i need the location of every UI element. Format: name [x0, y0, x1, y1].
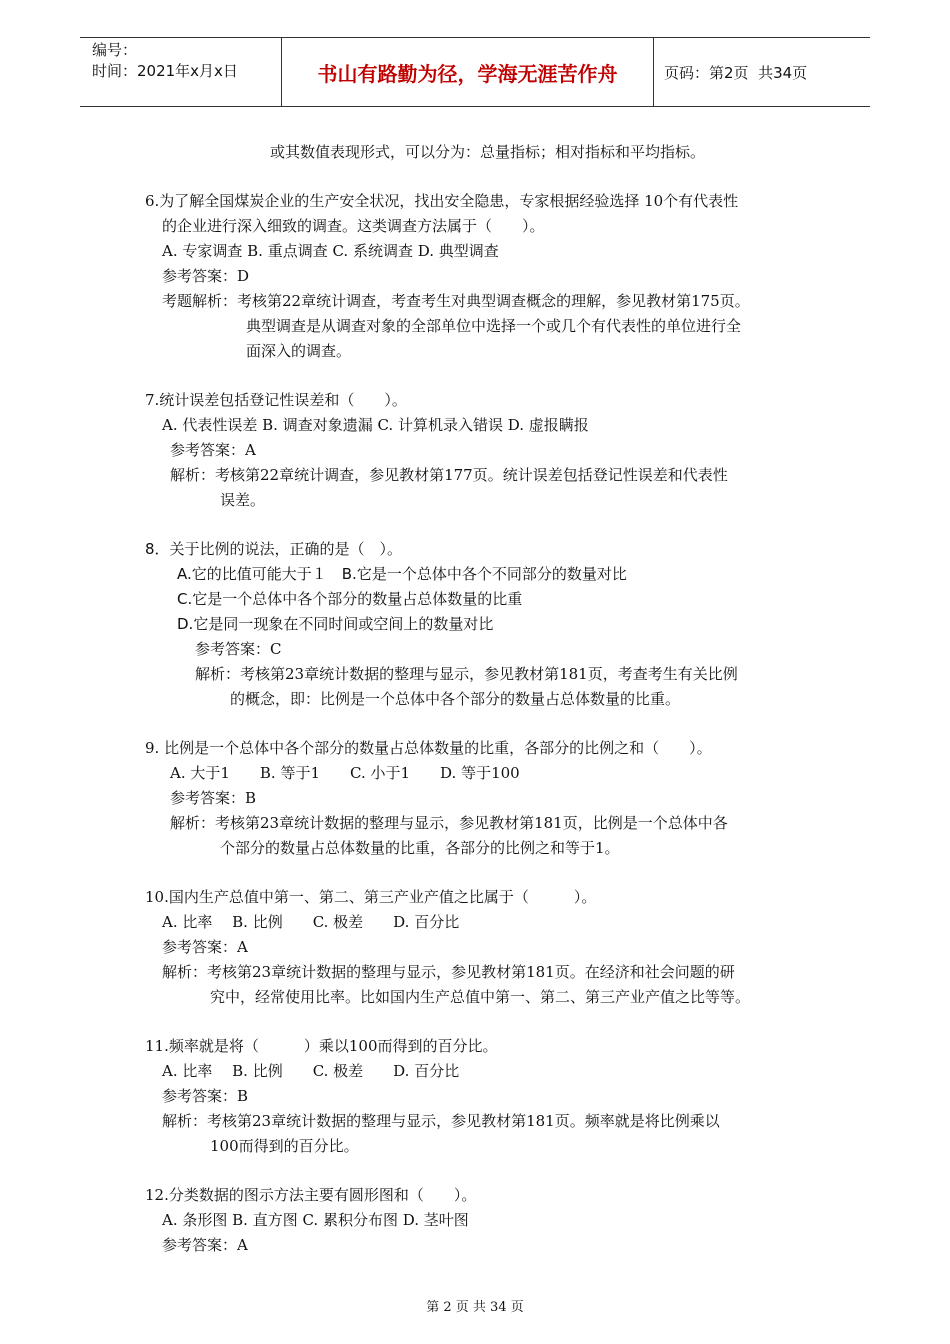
- question-9-answer: 参考答案：B: [170, 789, 257, 807]
- header-meta: [80, 38, 282, 106]
- text-line: 或其数值表现形式，可以分为：总量指标；相对指标和平均指标。: [270, 143, 706, 161]
- question-7-analysis-cont: 误差。: [220, 491, 266, 509]
- question-12-options: A. 条形图 B. 直方图 C. 累积分布图 D. 茎叶图: [162, 1211, 469, 1229]
- question-10-options: A. 比率 B. 比例 C. 极差 D. 百分比: [162, 913, 460, 931]
- question-7-answer: 参考答案：A: [170, 441, 256, 459]
- question-9-stem: 9. 比例是一个总体中各个部分的数量占总体数量的比重，各部分的比例之和（ ）。: [145, 739, 712, 757]
- page-number-label: 页码：第2页 共34页: [664, 63, 808, 82]
- question-9-options: A. 大于1 B. 等于1 C. 小于1 D. 等于100: [170, 764, 520, 782]
- question-11-analysis-cont: 100而得到的百分比。: [210, 1137, 359, 1155]
- question-6-options: A. 专家调查 B. 重点调查 C. 系统调查 D. 典型调查: [162, 242, 499, 260]
- question-8-option-d: D.它是同一现象在不同时间或空间上的数量对比: [177, 615, 494, 633]
- question-7-options: A. 代表性误差 B. 调查对象遗漏 C. 计算机录入错误 D. 虚报瞒报: [162, 416, 589, 434]
- question-11-stem: 11.频率就是将（ ）乘以100而得到的百分比。: [145, 1037, 498, 1055]
- question-9-analysis-cont: 个部分的数量占总体数量的比重，各部分的比例之和等于1。: [220, 839, 620, 857]
- document-number-label: 编号：: [92, 41, 138, 59]
- question-11-options: A. 比率 B. 比例 C. 极差 D. 百分比: [162, 1062, 460, 1080]
- question-11-analysis: 解析：考核第23章统计数据的整理与显示，参见教材第181页。频率就是将比例乘以: [162, 1112, 720, 1130]
- question-7-analysis: 解析：考核第22章统计调查，参见教材第177页。统计误差包括登记性误差和代表性: [170, 466, 728, 484]
- question-8-stem: 8．关于比例的说法，正确的是（ ）。: [145, 540, 403, 558]
- question-6-analysis: 考题解析：考核第22章统计调查，考查考生对典型调查概念的理解，参见教材第175页。: [162, 292, 750, 310]
- question-6-analysis-cont: 面深入的调查。: [246, 342, 352, 360]
- question-8-option-ab: A.它的比值可能大于１ B.它是一个总体中各个不同部分的数量对比: [177, 565, 627, 583]
- question-10-analysis: 解析：考核第23章统计数据的整理与显示，参见教材第181页。在经济和社会问题的研: [162, 963, 735, 981]
- page-footer: 第 2 页 共 34 页: [426, 1300, 524, 1315]
- question-8-answer: 参考答案：C: [195, 640, 282, 658]
- question-6-stem: 6.为了解全国煤炭企业的生产安全状况，找出安全隐患，专家根据经验选择 10个有代表性: [145, 192, 739, 210]
- document-date-label: 时间：2021年x月x日: [92, 62, 238, 80]
- page-header: [80, 37, 870, 107]
- question-10-analysis-cont: 究中，经常使用比率。比如国内生产总值中第一、第二、第三产业产值之比等等。: [210, 988, 751, 1006]
- question-8-option-c: C.它是一个总体中各个部分的数量占总体数量的比重: [177, 590, 523, 608]
- question-9-analysis: 解析：考核第23章统计数据的整理与显示，参见教材第181页，比例是一个总体中各: [170, 814, 728, 832]
- question-12-stem: 12.分类数据的图示方法主要有圆形图和（ ）。: [145, 1186, 477, 1204]
- header-motto: 书山有路勤为径，学海无涯苦作舟: [282, 38, 654, 106]
- question-8-analysis: 解析：考核第23章统计数据的整理与显示，参见教材第181页，考查考生有关比例: [195, 665, 738, 683]
- question-6-stem-cont: 的企业进行深入细致的调查。这类调查方法属于（ ）。: [162, 217, 545, 235]
- question-6-analysis-cont: 典型调查是从调查对象的全部单位中选择一个或几个有代表性的单位进行全: [246, 317, 742, 335]
- question-8-analysis-cont: 的概念，即：比例是一个总体中各个部分的数量占总体数量的比重。: [230, 690, 681, 708]
- header-page-info: [654, 38, 870, 106]
- question-7-stem: 7.统计误差包括登记性误差和（ ）。: [145, 391, 407, 409]
- question-6-answer: 参考答案：D: [162, 267, 250, 285]
- question-12-answer: 参考答案：A: [162, 1236, 248, 1254]
- question-10-stem: 10.国内生产总值中第一、第二、第三产业产值之比属于（ ）。: [145, 888, 597, 906]
- question-11-answer: 参考答案：B: [162, 1087, 249, 1105]
- question-10-answer: 参考答案：A: [162, 938, 248, 956]
